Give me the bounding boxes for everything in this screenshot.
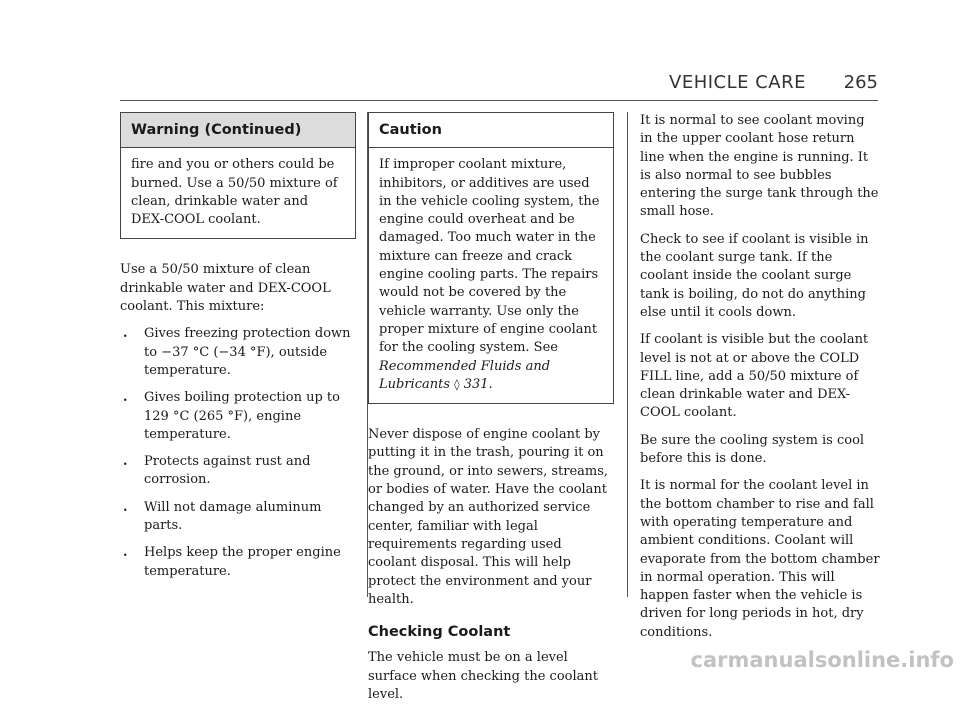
warning-title: Warning (Continued) [121,113,355,148]
section-title: VEHICLE CARE [669,72,806,93]
watermark: carmanualsonline.info [690,648,954,672]
caution-box [368,112,614,404]
bullet-marker: . [123,454,128,470]
bullet-text: Will not damage aluminum parts. [144,499,322,534]
paragraph: Check to see if coolant is visible in the coolant surge tank. If the coolant inside the coolant surge tank is boiling, do not do anything else until it cools down. [640,231,869,320]
list-item [120,325,356,380]
page-reference-icon: ◊ [454,377,460,391]
caution-reference-page[interactable]: 331 [463,376,489,392]
caution-body [369,148,613,403]
bullet-marker: . [123,326,128,342]
bullet-text: Protects against rust and corrosion. [144,454,311,488]
warning-body: fire and you or others could be burned. Use a 50/50 mixture of clean, drinkable water and DEX-COOL coolant. [131,157,338,228]
paragraph: If coolant is visible but the coolant level is not at or above the COLD FILL line, add a 50/50 mixture of clean drinkable water and DEX-COOL coolant. [640,332,869,421]
list-item [120,499,356,536]
list-item [120,453,356,490]
paragraph: It is normal for the coolant level in the bottom chamber to rise and fall with operating temperature and ambient conditions. Coolant will evaporate from the bottom chamber in normal operation. This will happen faster when the vehicle is driven for long periods in hot, dry conditions. [640,478,880,640]
column-divider-right [627,112,628,597]
list-item [120,544,356,581]
caution-reference-end: . [488,376,493,392]
bullet-text: Gives freezing protection down to −37 °C (−34 °F), outside temperature. [144,326,351,378]
checking-coolant-heading: Checking Coolant [368,624,511,641]
dispose-paragraph: Never dispose of engine coolant by putting it in the trash, pouring it on the ground, or into sewers, streams, or bodies of water. Have the coolant changed by an authorized service center, familiar with legal requirements regarding used coolant disposal. This will help protect the environment and your health. [368,427,609,607]
bullet-text: Helps keep the proper engine temperature. [144,545,341,579]
bullet-marker: . [123,545,128,561]
mixture-intro: Use a 50/50 mixture of clean drinkable water and DEX-COOL coolant. This mixture: [120,262,331,315]
paragraph: It is normal to see coolant moving in the upper coolant hose return line when the engine is running. It is also normal to see bubbles entering the surge tank through the small hose. [640,113,879,220]
caution-text: If improper coolant mixture, inhibitors, or additives are used in the vehicle cooling system, the engine could overheat and be damaged. Too much water in the mixture can freeze and crack engine cooling parts. The repairs would not be covered by the vehicle warranty. Use only the proper mixture of engine coolant for the cooling system. See [379,157,600,356]
bullet-marker: . [123,390,128,406]
bullet-marker: . [123,499,128,515]
caution-reference-link[interactable]: Recommended Fluids and Lubricants [379,358,551,392]
paragraph: Be sure the cooling system is cool before this is done. [640,432,865,467]
warning-box [120,112,356,239]
page-number: 265 [843,72,878,93]
column-middle [368,112,614,713]
column-left [120,112,356,590]
bullet-text: Gives boiling protection up to 129 °C (265 °F), engine temperature. [144,390,340,442]
list-item [120,389,356,444]
page-header [120,60,878,101]
column-right [640,112,880,651]
caution-title: Caution [369,113,613,148]
checking-paragraph: The vehicle must be on a level surface when checking the coolant level. [368,650,598,703]
